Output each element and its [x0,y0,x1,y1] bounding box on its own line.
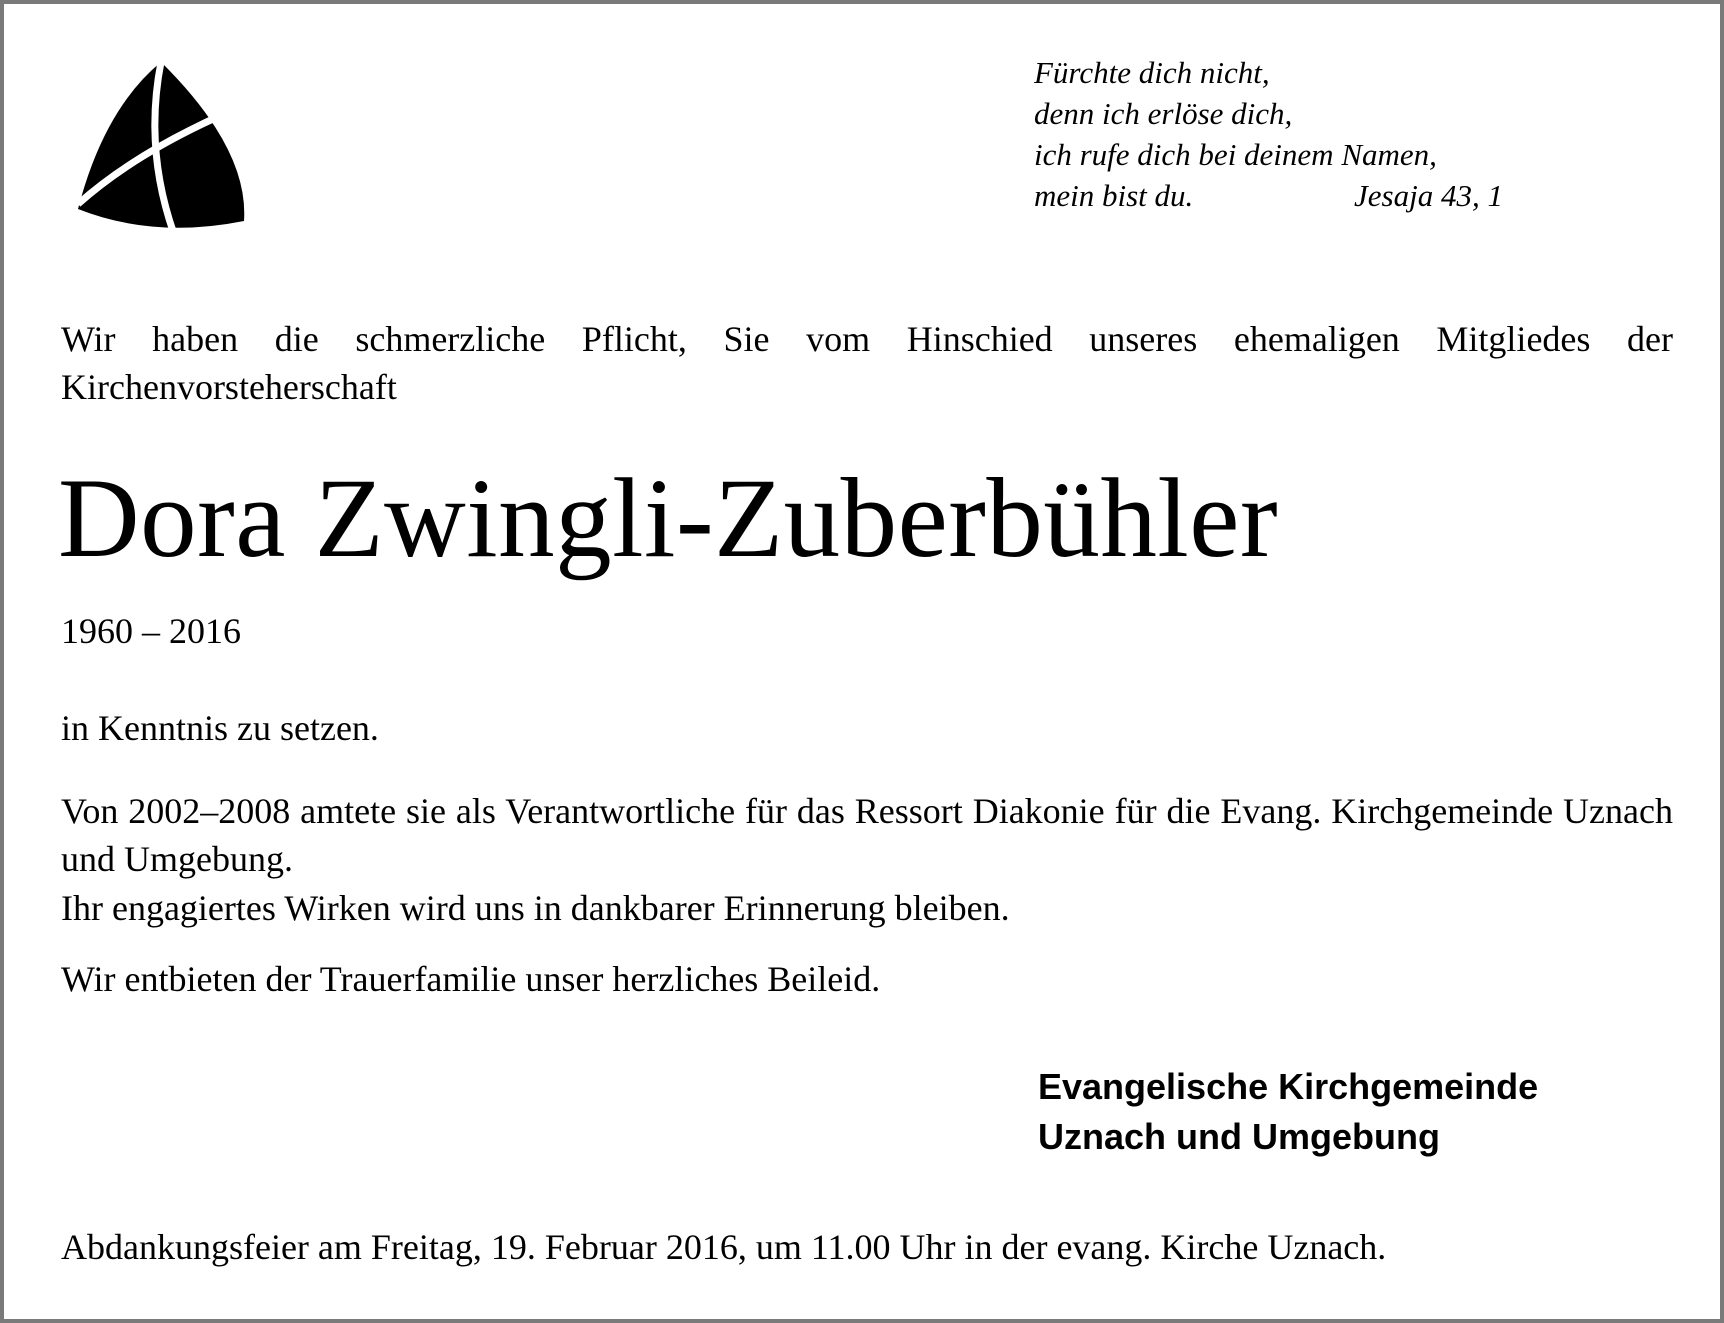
funeral-info: Abdankungsfeier am Freitag, 19. Februar 2016, um 11.00 Uhr in der evang. Kirche Uznach. [61,1227,1387,1267]
verse-line-1: Fürchte dich nicht, [1034,55,1270,90]
verse-reference: Jesaja 43, 1 [1354,178,1503,213]
notice-text: in Kenntnis zu setzen. [61,708,379,748]
tenure-text: Von 2002–2008 amtete sie als Verantwortliche für das Ressort Diakonie für die Evang. Kirchgemeinde Uznach und Umgebung. [61,791,1673,879]
intro-text: Wir haben die schmerzliche Pflicht, Sie vom Hinschied unseres ehemaligen Mitgliedes der Kirchenvorsteherschaft [61,319,1673,407]
church-cross-logo-icon [74,59,249,234]
verse-line-3: ich rufe dich bei deinem Namen, [1034,137,1437,172]
bible-verse [1034,52,1594,216]
verse-line-2: denn ich erlöse dich, [1034,96,1293,131]
condolence-text: Wir entbieten der Trauerfamilie unser herzliches Beileid. [61,959,881,999]
tribute-text: Ihr engagiertes Wirken wird uns in dankbarer Erinnerung bleiben. [61,888,1010,928]
signature-line-2: Uznach und Umgebung [1038,1116,1440,1157]
life-years: 1960 – 2016 [61,611,241,651]
signature-block [1038,1062,1538,1162]
deceased-name: Dora Zwingli-Zuberbühler [58,456,1279,581]
signature-line-1: Evangelische Kirchgemeinde [1038,1066,1539,1107]
verse-line-4: mein bist du. [1034,178,1194,213]
